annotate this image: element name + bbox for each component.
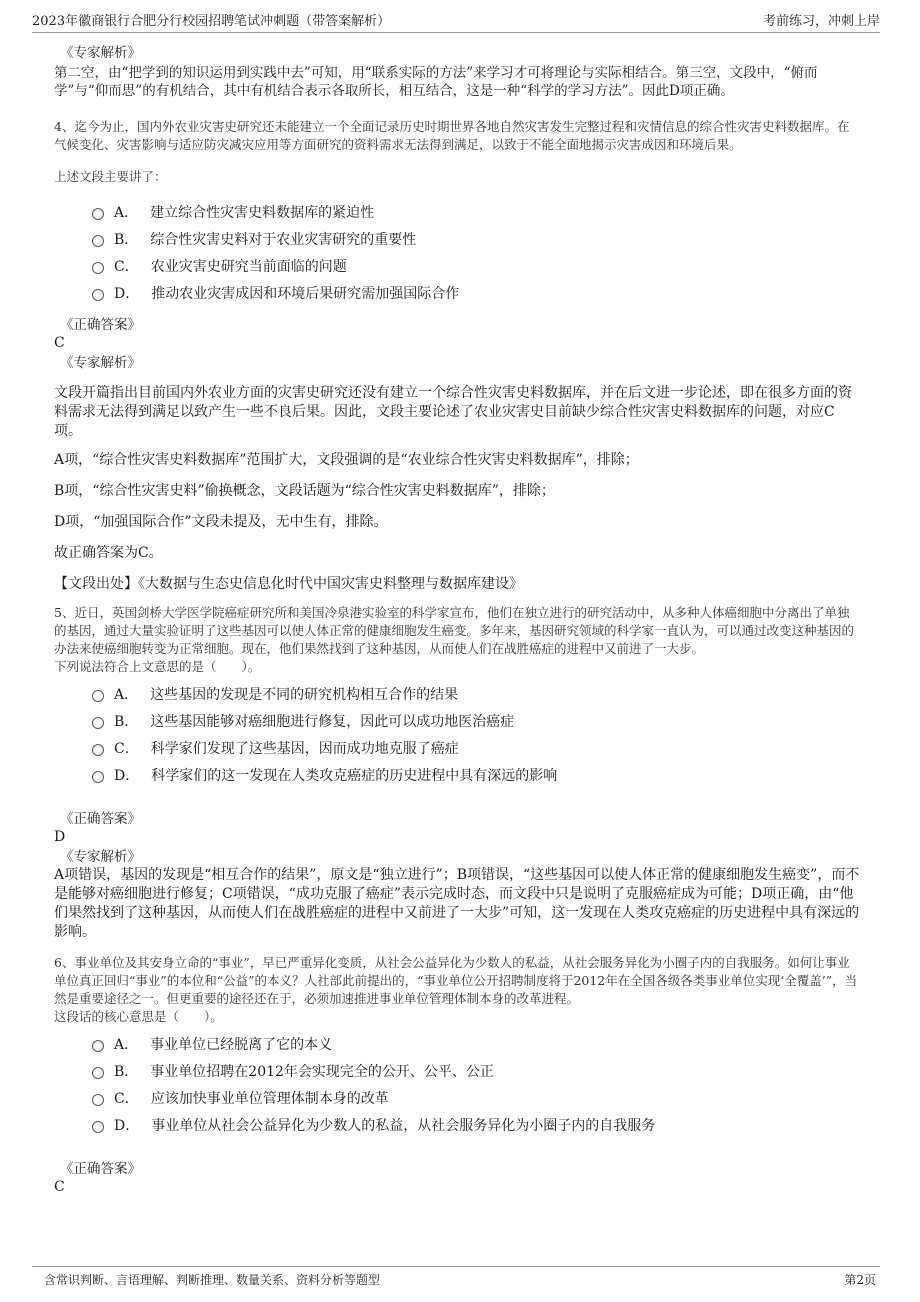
header-slogan: 考前练习，冲刺上岸	[762, 14, 880, 29]
option-text: 综合性灾害史料对于农业灾害研究的重要性	[150, 231, 417, 248]
analysis-paragraph: B项，“综合性灾害史料”偷换概念，文段话题为“综合性灾害史料数据库”，排除；	[54, 483, 555, 499]
option-d[interactable]: D． 推动农业灾害成因和环境后果研究需加强国际合作	[92, 279, 860, 306]
option-a[interactable]: A． 这些基因的发现是不同的研究机构相互合作的结果	[92, 680, 860, 707]
option-c[interactable]: C． 应该加快事业单位管理体制本身的改革	[92, 1084, 860, 1111]
radio-icon[interactable]	[92, 235, 104, 247]
correct-answer: C	[54, 335, 65, 351]
radio-icon[interactable]	[92, 1067, 104, 1079]
option-text: 事业单位已经脱离了它的本义	[150, 1036, 333, 1053]
expert-analysis-text: 第二空，由“把学到的知识运用到实践中去”可知，用“联系实际的方法”来学习才可将理论与实际相结合。第三空，文段中，“俯而学”与“仰而思”的有机结合，其中有机结合表示各取所长，相互结合，这是一种“科学的学习方法”。因此D项正确。	[54, 65, 818, 99]
option-text: 建立综合性灾害史料数据库的紧迫性	[150, 204, 375, 221]
passage-source: 【文段出处】《大数据与生态史信息化时代中国灾害史料整理与数据库建设》	[54, 576, 523, 592]
header-divider	[32, 32, 880, 33]
question-text: 4、迄今为止，国内外农业灾害史研究还未能建立一个全面记录历史时期世界各地自然灾害发生完整过程和灾情信息的综合性灾害史料数据库。在气候变化、灾害影响与适应防灾减灾应用等方面研究的资料需求无法得到满足，以致于不能全面地揭示灾害成因和环境后果。	[54, 119, 850, 152]
option-list	[54, 680, 860, 788]
radio-icon[interactable]	[92, 744, 104, 756]
question-6	[54, 954, 860, 1196]
option-text: 科学家们发现了这些基因，因而成功地克服了癌症	[150, 740, 459, 757]
footer-categories: 含常识判断、言语理解、判断推理、数量关系、资料分析等题型	[44, 1273, 381, 1287]
option-text: 农业灾害史研究当前面临的问题	[150, 258, 347, 275]
radio-icon[interactable]	[92, 1040, 104, 1052]
document-title: 2023年徽商银行合肥分行校园招聘笔试冲刺题（带答案解析）	[32, 14, 391, 29]
radio-icon[interactable]	[92, 690, 104, 702]
page-header	[32, 10, 880, 32]
option-b[interactable]: B． 这些基因能够对癌细胞进行修复，因此可以成功地医治癌症	[92, 707, 860, 734]
radio-icon[interactable]	[92, 771, 104, 783]
option-list	[54, 198, 860, 306]
radio-icon[interactable]	[92, 1094, 104, 1106]
correct-answer: C	[54, 1179, 65, 1195]
question-4	[54, 118, 860, 594]
option-text: 科学家们的这一发现在人类攻克癌症的历史进程中具有深远的影响	[151, 767, 558, 784]
radio-icon[interactable]	[92, 289, 104, 301]
radio-icon[interactable]	[92, 262, 104, 274]
option-text: 这些基因能够对癌细胞进行修复，因此可以成功地医治癌症	[150, 713, 515, 730]
question-5	[54, 604, 860, 942]
expert-analysis-label: 《专家解析》	[60, 45, 141, 61]
analysis-paragraph: A项，“综合性灾害史料数据库”范围扩大，文段强调的是“农业综合性灾害史料数据库”，排除；	[54, 452, 639, 468]
option-text: 推动农业灾害成因和环境后果研究需加强国际合作	[151, 285, 460, 302]
option-a[interactable]: A． 建立综合性灾害史料数据库的紧迫性	[92, 198, 860, 225]
page-content	[54, 44, 860, 1198]
option-d[interactable]: D． 科学家们的这一发现在人类攻克癌症的历史进程中具有深远的影响	[92, 761, 860, 788]
option-c[interactable]: C． 农业灾害史研究当前面临的问题	[92, 252, 860, 279]
expert-analysis-label: 《专家解析》	[60, 849, 141, 865]
question-prompt: 上述文段主要讲了：	[54, 169, 167, 184]
correct-answer-label: 《正确答案》	[60, 1161, 141, 1177]
page-footer	[44, 1271, 876, 1291]
analysis-paragraph: 文段开篇指出目前国内外农业方面的灾害史研究还没有建立一个综合性灾害史料数据库，并在后文进一步论述，即在很多方面的资料需求无法得到满足以致产生一些不良后果。因此，文段主要论述了农业灾害史目前缺少综合性灾害史料数据库的问题，对应C项。	[54, 385, 852, 439]
question-prompt: 下列说法符合上文意思的是（ ）。	[54, 659, 261, 674]
option-text: 应该加快事业单位管理体制本身的改革	[150, 1090, 389, 1107]
footer-divider	[32, 1266, 880, 1267]
option-c[interactable]: C． 科学家们发现了这些基因，因而成功地克服了癌症	[92, 734, 860, 761]
option-a[interactable]: A． 事业单位已经脱离了它的本义	[92, 1030, 860, 1057]
radio-icon[interactable]	[92, 208, 104, 220]
radio-icon[interactable]	[92, 717, 104, 729]
option-d[interactable]: D． 事业单位从社会公益异化为少数人的私益，从社会服务异化为小圈子内的自我服务	[92, 1111, 860, 1138]
option-text: 事业单位招聘在2012年会实现完全的公开、公平、公正	[150, 1063, 494, 1080]
question-prompt: 这段话的核心意思是（ ）。	[54, 1009, 223, 1024]
analysis-paragraph: D项，“加强国际合作”文段未提及，无中生有，排除。	[54, 514, 388, 530]
option-text: 事业单位从社会公益异化为少数人的私益，从社会服务异化为小圈子内的自我服务	[151, 1117, 656, 1134]
option-list	[54, 1030, 860, 1138]
option-b[interactable]: B． 综合性灾害史料对于农业灾害研究的重要性	[92, 225, 860, 252]
option-b[interactable]: B． 事业单位招聘在2012年会实现完全的公开、公平、公正	[92, 1057, 860, 1084]
correct-answer-label: 《正确答案》	[60, 811, 141, 827]
analysis-paragraph: 故正确答案为C。	[54, 545, 163, 561]
correct-answer-label: 《正确答案》	[60, 317, 141, 333]
analysis-paragraph: A项错误，基因的发现是“相互合作的结果”，原文是“独立进行”；B项错误，“这些基因可以使人体正常的健康细胞发生癌变”，而不是能够对癌细胞进行修复；C项错误，“成功克服了癌症”表示完成时态，而文段中只是说明了克服癌症成为可能；D项正确，由“他们果然找到了这种基因，从而使人们在战胜癌症的进程中又前进了一大步”可知，这一发现在人类攻克癌症的历史进程中具有深远的影响。	[54, 867, 860, 940]
question-text: 6、事业单位及其安身立命的“事业”，早已严重异化变质，从社会公益异化为少数人的私益，从社会服务异化为小圈子内的自我服务。如何让事业单位真正回归“事业”的本位和“公益”的本义？人社部此前提出的，“事业单位公开招聘制度将于2012年在全国各级各类事业单位实现‘全覆盖’”，当然是重要途径之一。但更重要的途径还在于，必须加速推进事业单位管理体制本身的改革进程。	[54, 955, 858, 1006]
question-text: 5、近日，英国剑桥大学医学院癌症研究所和美国冷泉港实验室的科学家宣布，他们在独立进行的研究活动中，从多种人体癌细胞中分离出了单独的基因，通过大量实验证明了这些基因可以使人体正常的健康细胞发生癌变。多年来，基因研究领域的科学家一直认为，可以通过改变这种基因的办法来使癌细胞转变为正常细胞。现在，他们果然找到了这种基因，从而使人们在战胜癌症的进程中又前进了一大步。	[54, 605, 855, 656]
radio-icon[interactable]	[92, 1121, 104, 1133]
option-text: 这些基因的发现是不同的研究机构相互合作的结果	[150, 686, 459, 703]
expert-analysis-label: 《专家解析》	[60, 355, 141, 371]
previous-question-analysis	[54, 44, 860, 100]
correct-answer: D	[54, 829, 66, 845]
page-number: 第2页	[844, 1273, 876, 1287]
